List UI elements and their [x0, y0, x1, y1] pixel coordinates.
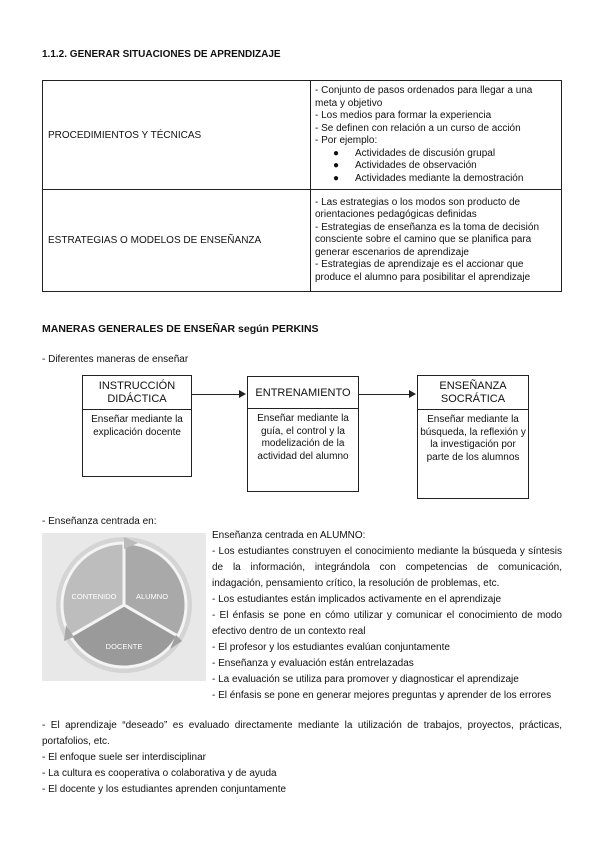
desc-line: - Conjunto de pasos ordenados para llegar a una meta y objetivo	[315, 85, 533, 109]
segment-label-alumno: ALUMNO	[135, 592, 169, 601]
row-description	[311, 190, 562, 292]
bullet-item: ● Actividades de observación	[333, 160, 477, 171]
box-title: INSTRUCCIÓN DIDÁCTICA	[83, 376, 191, 410]
perkins-title: MANERAS GENERALES DE ENSEÑAR según PERKINS	[42, 323, 319, 335]
full-point: - El enfoque suele ser interdisciplinar	[42, 752, 206, 763]
alumno-point: - El énfasis se pone en cómo utilizar y comunicar el conocimiento de modo efectivo dentro de un contexto real	[212, 610, 562, 637]
desc-line: - Se definen con relación a un curso de acción	[315, 122, 521, 134]
row-label: PROCEDIMIENTOS Y TÉCNICAS	[43, 81, 311, 190]
desc-line: - Los medios para formar la experiencia	[315, 110, 492, 121]
box-body: Enseñar mediante la guía, el control y la modelización de la actividad del alumno	[257, 413, 349, 462]
different-ways-label: - Diferentes maneras de enseñar	[42, 354, 189, 365]
desc-line: - Estrategias de enseñanza es la toma de decisión consciente sobre el camino que se planifica para generar escenarios de aprendizaje	[315, 221, 540, 258]
full-point: - El aprendizaje “deseado” es evaluado directamente mediante la utilización de trabajos, proyectos, prácticas, portafolios, etc.	[42, 720, 562, 747]
row-description	[311, 81, 562, 190]
box-socratica	[417, 375, 529, 499]
table-row	[43, 190, 562, 292]
bullet-icon: ●	[333, 147, 340, 159]
alumno-point: - Enseñanza y evaluación están entrelazadas	[212, 658, 414, 669]
box-instruccion	[82, 375, 192, 477]
segment-label-contenido: CONTENIDO	[71, 592, 117, 601]
segment-label-docente: DOCENTE	[105, 642, 143, 651]
arrow-right-icon	[409, 390, 416, 398]
bullet-icon: ●	[333, 172, 340, 184]
full-points	[42, 718, 562, 798]
alumno-point: - El profesor y los estudiantes evalúan conjuntamente	[212, 642, 450, 653]
bullet-item: ● Actividades de discusión grupal	[333, 147, 496, 159]
desc-line: - Las estrategias o los modos son producto de orientaciones pedagógicas definidas	[315, 196, 521, 221]
cycle-diagram	[42, 533, 206, 681]
alumno-title: Enseñanza centrada en ALUMNO:	[212, 530, 366, 541]
alumno-section	[212, 528, 562, 704]
alumno-point: - Los estudiantes construyen el conocimiento mediante la búsqueda y síntesis de la información, integrándola con competencias de comunicación, indagación, pensamiento crítico, la resolución de problemas, etc.	[212, 546, 562, 589]
centered-label: - Enseñanza centrada en:	[42, 516, 157, 527]
table-row	[43, 81, 562, 190]
bullet-icon: ●	[333, 160, 340, 171]
section-title: 1.1.2. GENERAR SITUACIONES DE APRENDIZAJE	[42, 49, 281, 60]
bullet-item: ● Actividades mediante la demostración	[333, 172, 524, 184]
alumno-point: - Los estudiantes están implicados activamente en el aprendizaje	[212, 594, 502, 605]
box-title: ENTRENAMIENTO	[248, 377, 358, 409]
procedures-table	[42, 80, 562, 292]
arrow-line	[358, 394, 409, 395]
full-point: - El docente y los estudiantes aprenden conjuntamente	[42, 784, 287, 795]
box-entrenamiento	[247, 376, 359, 492]
box-title: ENSEÑANZA SOCRÁTICA	[418, 376, 528, 410]
desc-line: - Estrategias de aprendizaje es el accionar que produce el alumno para posibilitar el aprendizaje	[315, 259, 531, 283]
alumno-point: - El énfasis se pone en generar mejores preguntas y aprender de los errores	[212, 690, 552, 701]
desc-line: - Por ejemplo:	[315, 135, 378, 146]
row-label: ESTRATEGIAS O MODELOS DE ENSEÑANZA	[43, 190, 311, 292]
box-body: Enseñar mediante la explicación docente	[91, 414, 183, 438]
box-body: Enseñar mediante la búsqueda, la reflexión y la investigación por parte de los alumnos	[420, 414, 526, 463]
alumno-point: - La evaluación se utiliza para promover y diagnosticar el aprendizaje	[212, 674, 519, 685]
full-point: - La cultura es cooperativa o colaborativa y de ayuda	[42, 768, 277, 779]
arrow-line	[191, 394, 239, 395]
arrow-right-icon	[239, 390, 246, 398]
